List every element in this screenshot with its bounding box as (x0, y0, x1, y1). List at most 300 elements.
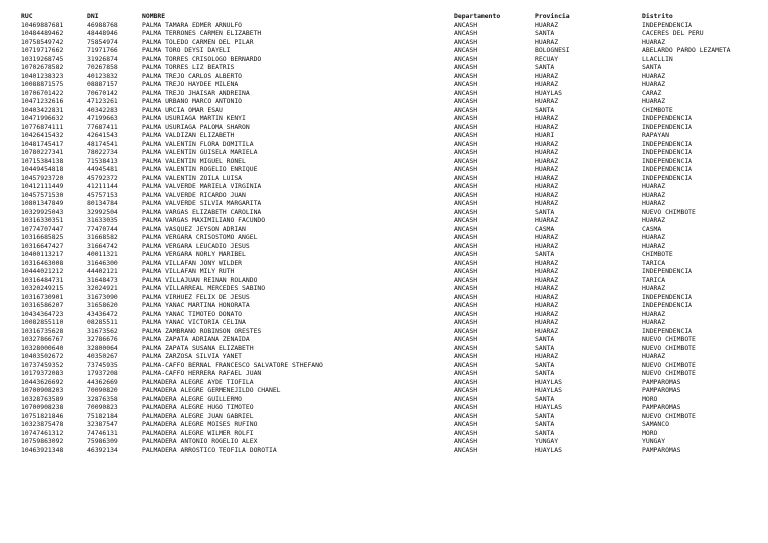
cell-departamento: ANCASH (454, 182, 478, 190)
cell-distrito: CACERES DEL PERU (642, 29, 704, 37)
table-row (0, 216, 768, 225)
cell-provincia: BOLOGNESI (535, 46, 570, 54)
cell-provincia: SANTA (535, 207, 555, 216)
table-row (0, 225, 768, 234)
cell-dni: 77687411 (87, 122, 118, 131)
cell-departamento: ANCASH (454, 411, 478, 420)
cell-dni: 17937208 (87, 369, 118, 377)
cell-departamento: ANCASH (454, 80, 478, 88)
cell-nombre: PALMA YANAC TIMOTEO DONATO (142, 309, 243, 318)
cell-provincia: HUAYLAS (535, 386, 562, 394)
table-row (0, 310, 768, 319)
cell-departamento: ANCASH (454, 309, 478, 318)
cell-ruc: 10481745417 (21, 139, 64, 148)
cell-departamento: ANCASH (454, 267, 478, 275)
cell-dni: 42641543 (87, 131, 118, 139)
cell-ruc: 10328000640 (21, 343, 64, 352)
cell-departamento: ANCASH (454, 114, 478, 122)
cell-provincia: SANTA (535, 420, 555, 428)
table-row (0, 352, 768, 361)
cell-distrito: YUNGAY (642, 437, 666, 445)
cell-distrito: PAMPAROMAS (642, 403, 681, 411)
cell-provincia: HUARAZ (535, 284, 559, 292)
header-provincia: Provincia (535, 12, 570, 20)
cell-distrito: CARAZ (642, 88, 662, 97)
cell-departamento: ANCASH (454, 207, 478, 216)
cell-provincia: HUARAZ (535, 165, 559, 173)
cell-dni: 80134784 (87, 199, 118, 207)
cell-distrito: SAMANCO (642, 420, 669, 428)
cell-provincia: HUARAZ (535, 114, 559, 122)
cell-provincia: HUARAZ (535, 80, 559, 88)
cell-provincia: CASMA (535, 224, 555, 233)
cell-dni: 32387547 (87, 420, 118, 428)
cell-ruc: 10316685825 (21, 233, 64, 241)
cell-ruc: 10715384138 (21, 156, 64, 165)
cell-provincia: HUARAZ (535, 199, 559, 207)
cell-distrito: HUARAZ (642, 352, 666, 360)
cell-dni: 31646300 (87, 258, 118, 267)
cell-nombre: PALMA TORO DEYSI DAYELI (142, 46, 231, 54)
cell-dni: 71971766 (87, 46, 118, 54)
table-row (0, 386, 768, 395)
cell-ruc: 10719717662 (21, 46, 64, 54)
cell-distrito: LLACLLIN (642, 54, 673, 63)
cell-nombre: PALMADERA ALEGRE WILMER ROLFI (142, 428, 254, 437)
cell-dni: 77470744 (87, 224, 118, 233)
cell-ruc: 10316484731 (21, 275, 64, 284)
cell-ruc: 10426415432 (21, 131, 64, 139)
cell-dni: 44402121 (87, 267, 118, 275)
cell-departamento: ANCASH (454, 156, 478, 165)
cell-ruc: 10434364723 (21, 309, 64, 318)
cell-ruc: 10329925043 (21, 207, 64, 216)
table-row (0, 123, 768, 132)
cell-dni: 40342283 (87, 105, 118, 114)
cell-departamento: ANCASH (454, 301, 478, 309)
cell-dni: 43436472 (87, 309, 118, 318)
cell-ruc: 10780227341 (21, 148, 64, 156)
table-row (0, 97, 768, 106)
table-body (0, 21, 768, 455)
cell-ruc: 10469887681 (21, 20, 64, 29)
cell-ruc: 10700908203 (21, 386, 64, 394)
table-row (0, 276, 768, 285)
cell-dni: 47123261 (87, 97, 118, 105)
cell-nombre: PALMA VALENTIN ROGELIO ENRIQUE (142, 165, 258, 173)
cell-dni: 32800064 (87, 343, 118, 352)
cell-provincia: SANTA (535, 343, 555, 352)
table-row (0, 361, 768, 370)
cell-provincia: SANTA (535, 335, 555, 343)
cell-departamento: ANCASH (454, 233, 478, 241)
table-row (0, 395, 768, 404)
cell-dni: 32992504 (87, 207, 118, 216)
cell-ruc: 10444021212 (21, 267, 64, 275)
cell-provincia: SANTA (535, 360, 555, 369)
cell-nombre: PALMA VALVERDE RICARDO JUAN (142, 190, 246, 199)
cell-departamento: ANCASH (454, 29, 478, 37)
cell-departamento: ANCASH (454, 352, 478, 360)
table-row (0, 106, 768, 115)
cell-departamento: ANCASH (454, 165, 478, 173)
cell-departamento: ANCASH (454, 216, 478, 224)
cell-nombre: PALMA VALENTIN MIGUEL RONEL (142, 156, 246, 165)
cell-distrito: HUARAZ (642, 190, 666, 199)
table-row (0, 318, 768, 327)
cell-dni: 31673562 (87, 326, 118, 335)
cell-provincia: HUARAZ (535, 233, 559, 241)
cell-dni: 32876358 (87, 394, 118, 403)
cell-nombre: PALMA TORRES LIZ BEATRIS (142, 63, 235, 71)
cell-nombre: PALMA VILLAJUAN REINAN ROLANDO (142, 275, 258, 284)
cell-nombre: PALMA VERGARA LEUCADIO JESUS (142, 241, 250, 250)
cell-distrito: INDEPENDENCIA (642, 173, 693, 182)
cell-distrito: HUARAZ (642, 284, 666, 292)
header-departamento: Departamento (454, 12, 501, 20)
table-row (0, 29, 768, 38)
cell-dni: 31648473 (87, 275, 118, 284)
table-row (0, 369, 768, 378)
cell-departamento: ANCASH (454, 326, 478, 335)
table-row (0, 46, 768, 55)
cell-dni: 48174541 (87, 139, 118, 148)
table-row (0, 267, 768, 276)
cell-ruc: 10737459352 (21, 360, 64, 369)
header-nombre: NOMBRE (142, 12, 166, 20)
table-row (0, 437, 768, 446)
table-row (0, 148, 768, 157)
cell-dni: 74746131 (87, 428, 118, 437)
cell-departamento: ANCASH (454, 105, 478, 114)
cell-nombre: PALMADERA ALEGRE GUILLERMO (142, 394, 243, 403)
cell-provincia: HUAYLAS (535, 445, 562, 454)
cell-departamento: ANCASH (454, 88, 478, 97)
cell-ruc: 10403422831 (21, 105, 64, 114)
header-ruc: RUC (21, 12, 33, 20)
cell-ruc: 10758549742 (21, 37, 64, 46)
cell-nombre: PALMA VILLARREAL MERCEDES SABINO (142, 284, 266, 292)
cell-provincia: HUARAZ (535, 301, 559, 309)
cell-dni: 31633035 (87, 216, 118, 224)
cell-ruc: 10403502672 (21, 352, 64, 360)
cell-provincia: RECUAY (535, 54, 559, 63)
cell-nombre: PALMADERA ANTONIO ROGELIO ALEX (142, 437, 258, 445)
cell-departamento: ANCASH (454, 148, 478, 156)
cell-nombre: PALMA VALENTIN FLORA DOMITILA (142, 139, 254, 148)
cell-ruc: 10443626692 (21, 377, 64, 386)
table-row (0, 165, 768, 174)
cell-distrito: INDEPENDENCIA (642, 114, 693, 122)
cell-distrito: HUARAZ (642, 199, 666, 207)
cell-distrito: INDEPENDENCIA (642, 301, 693, 309)
cell-ruc: 10327866767 (21, 335, 64, 343)
cell-departamento: ANCASH (454, 360, 478, 369)
cell-ruc: 10179372083 (21, 369, 64, 377)
cell-departamento: ANCASH (454, 292, 478, 301)
cell-provincia: HUARAZ (535, 267, 559, 275)
cell-nombre: PALMA URCIA OMAR ESAU (142, 105, 223, 114)
table-row (0, 242, 768, 251)
cell-departamento: ANCASH (454, 403, 478, 411)
cell-departamento: ANCASH (454, 420, 478, 428)
cell-nombre: PALMA VALVERDE SILVIA MARGARITA (142, 199, 262, 207)
cell-dni: 78022734 (87, 148, 118, 156)
table-row (0, 114, 768, 123)
table-row (0, 89, 768, 98)
cell-provincia: HUARAZ (535, 182, 559, 190)
cell-distrito: INDEPENDENCIA (642, 267, 693, 275)
cell-provincia: SANTA (535, 411, 555, 420)
cell-nombre: PALMA VALENTIN ZOILA LUISA (142, 173, 243, 182)
cell-nombre: PALMA ZAMBRANO ROBINSON ORESTES (142, 326, 262, 335)
table-row (0, 174, 768, 183)
cell-departamento: ANCASH (454, 445, 478, 454)
cell-distrito: HUARAZ (642, 241, 666, 250)
cell-ruc: 10323875478 (21, 420, 64, 428)
cell-departamento: ANCASH (454, 369, 478, 377)
cell-dni: 71538413 (87, 156, 118, 165)
cell-provincia: HUAYLAS (535, 377, 562, 386)
cell-nombre: PALMA VERGARA NORLY MARIBEL (142, 250, 246, 258)
cell-ruc: 10759863092 (21, 437, 64, 445)
cell-provincia: HUARAZ (535, 173, 559, 182)
cell-ruc: 10449454818 (21, 165, 64, 173)
cell-ruc: 10471232616 (21, 97, 64, 105)
table-row (0, 131, 768, 140)
table-row (0, 429, 768, 438)
cell-distrito: INDEPENDENCIA (642, 292, 693, 301)
cell-nombre: PALMA VIRHUEZ FELIX DE JESUS (142, 292, 250, 301)
table-row (0, 250, 768, 259)
cell-departamento: ANCASH (454, 250, 478, 258)
cell-provincia: HUARAZ (535, 148, 559, 156)
table-row (0, 21, 768, 30)
cell-provincia: SANTA (535, 250, 555, 258)
cell-nombre: PALMA ZARZOSA SILVIA YANET (142, 352, 243, 360)
cell-departamento: ANCASH (454, 37, 478, 46)
table-row (0, 63, 768, 72)
cell-provincia: YUNGAY (535, 437, 559, 445)
cell-distrito: NUEVO CHIMBOTE (642, 343, 696, 352)
cell-ruc: 10316730901 (21, 292, 64, 301)
cell-ruc: 10319268745 (21, 54, 64, 63)
cell-distrito: SANTA (642, 63, 662, 71)
table-row (0, 72, 768, 81)
cell-departamento: ANCASH (454, 63, 478, 71)
cell-nombre: PALMA ZAPATA ADRIANA ZENAIDA (142, 335, 250, 343)
cell-provincia: HUARAZ (535, 326, 559, 335)
cell-ruc: 10088871575 (21, 80, 64, 88)
cell-dni: 08285511 (87, 318, 118, 326)
cell-dni: 31658620 (87, 301, 118, 309)
cell-distrito: HUARAZ (642, 318, 666, 326)
cell-dni: 46988768 (87, 20, 118, 29)
cell-distrito: HUARAZ (642, 182, 666, 190)
cell-dni: 31673090 (87, 292, 118, 301)
cell-nombre: PALMA TORRES CRISOLOGO BERNARDO (142, 54, 262, 63)
cell-ruc: 10328763589 (21, 394, 64, 403)
table-row (0, 259, 768, 268)
cell-dni: 70670142 (87, 88, 118, 97)
cell-nombre: PALMADERA ALEGRE AYDE TIOFILA (142, 377, 254, 386)
cell-distrito: PAMPAROMAS (642, 386, 681, 394)
cell-ruc: 10457923720 (21, 173, 64, 182)
cell-provincia: HUARAZ (535, 352, 559, 360)
cell-departamento: ANCASH (454, 284, 478, 292)
table-row (0, 38, 768, 47)
cell-nombre: PALMA URBANO MARCO ANTONIO (142, 97, 243, 105)
header-distrito: Distrito (642, 12, 673, 20)
cell-nombre: PALMADERA ALEGRE GERMENEJILDO CHANEL (142, 386, 281, 394)
cell-dni: 08887157 (87, 80, 118, 88)
cell-provincia: HUARAZ (535, 216, 559, 224)
cell-dni: 75854974 (87, 37, 118, 46)
table-row (0, 55, 768, 64)
cell-distrito: HUARAZ (642, 309, 666, 318)
cell-provincia: HUARAZ (535, 258, 559, 267)
cell-nombre: PALMA USURIAGA MARTIN KENYI (142, 114, 246, 122)
cell-ruc: 10706701422 (21, 88, 64, 97)
cell-ruc: 10747461312 (21, 428, 64, 437)
cell-distrito: HUARAZ (642, 233, 666, 241)
cell-nombre: PALMA YANAC MARTINA HONORATA (142, 301, 250, 309)
cell-departamento: ANCASH (454, 241, 478, 250)
cell-ruc: 10751821846 (21, 411, 64, 420)
cell-departamento: ANCASH (454, 428, 478, 437)
table-row (0, 199, 768, 208)
table-row (0, 182, 768, 191)
cell-dni: 44362669 (87, 377, 118, 386)
cell-ruc: 10320249215 (21, 284, 64, 292)
cell-nombre: PALMADERA ALEGRE JUAN GABRIEL (142, 411, 254, 420)
cell-provincia: SANTA (535, 63, 555, 71)
cell-ruc: 10316647427 (21, 241, 64, 250)
cell-departamento: ANCASH (454, 224, 478, 233)
cell-dni: 31926874 (87, 54, 118, 63)
cell-nombre: PALMA TOLEDO CARMEN DEL PILAR (142, 37, 254, 46)
cell-departamento: ANCASH (454, 20, 478, 29)
cell-provincia: SANTA (535, 105, 555, 114)
cell-dni: 32024921 (87, 284, 118, 292)
cell-provincia: HUAYLAS (535, 403, 562, 411)
cell-departamento: ANCASH (454, 394, 478, 403)
cell-dni: 73745935 (87, 360, 118, 369)
cell-distrito: INDEPENDENCIA (642, 165, 693, 173)
cell-distrito: HUARAZ (642, 216, 666, 224)
cell-provincia: HUARAZ (535, 71, 559, 80)
cell-dni: 45792372 (87, 173, 118, 182)
cell-ruc: 10316735628 (21, 326, 64, 335)
cell-dni: 31664742 (87, 241, 118, 250)
cell-ruc: 10412111449 (21, 182, 64, 190)
cell-dni: 70090823 (87, 403, 118, 411)
cell-distrito: HUARAZ (642, 71, 666, 80)
cell-distrito: MORO (642, 394, 658, 403)
cell-nombre: PALMA TERRONES CARMEN ELIZABETH (142, 29, 262, 37)
cell-departamento: ANCASH (454, 131, 478, 139)
cell-distrito: NUEVO CHIMBOTE (642, 335, 696, 343)
cell-departamento: ANCASH (454, 437, 478, 445)
cell-provincia: SANTA (535, 369, 555, 377)
cell-dni: 75986309 (87, 437, 118, 445)
cell-distrito: NUEVO CHIMBOTE (642, 207, 696, 216)
cell-dni: 48448946 (87, 29, 118, 37)
cell-dni: 40123832 (87, 71, 118, 80)
cell-distrito: PAMPAROMAS (642, 445, 681, 454)
table-row (0, 420, 768, 429)
cell-departamento: ANCASH (454, 275, 478, 284)
table-row (0, 157, 768, 166)
cell-distrito: INDEPENDENCIA (642, 122, 693, 131)
table-row (0, 446, 768, 455)
cell-departamento: ANCASH (454, 199, 478, 207)
cell-distrito: INDEPENDENCIA (642, 20, 693, 29)
cell-nombre: PALMADERA ARROSTICO TEOFILA DOROTIA (142, 445, 277, 454)
cell-departamento: ANCASH (454, 190, 478, 199)
cell-provincia: HUARAZ (535, 139, 559, 148)
table-row (0, 378, 768, 387)
cell-departamento: ANCASH (454, 54, 478, 63)
cell-provincia: HUAYLAS (535, 88, 562, 97)
cell-nombre: PALMA TREJO JHAISAR ANDREINA (142, 88, 250, 97)
cell-dni: 32786676 (87, 335, 118, 343)
cell-nombre: PALMA VALDIZAN ELIZABETH (142, 131, 235, 139)
cell-departamento: ANCASH (454, 97, 478, 105)
cell-dni: 45757153 (87, 190, 118, 199)
cell-nombre: PALMA YANAC VICTORIA CELINA (142, 318, 246, 326)
cell-nombre: PALMA-CAFFO HERRERA RAFAEL JUAN (142, 369, 262, 377)
cell-distrito: HUARAZ (642, 80, 666, 88)
cell-nombre: PALMA VASQUEZ JEYSON ADRIAN (142, 224, 246, 233)
cell-distrito: PAMPAROMAS (642, 377, 681, 386)
cell-distrito: HUARAZ (642, 97, 666, 105)
table-row (0, 403, 768, 412)
cell-distrito: INDEPENDENCIA (642, 148, 693, 156)
cell-nombre: PALMA USURIAGA PALOMA SHARON (142, 122, 250, 131)
cell-nombre: PALMA TREJO HAYDEE MILENA (142, 80, 239, 88)
table-row (0, 293, 768, 302)
table-row (0, 412, 768, 421)
cell-distrito: MORO (642, 428, 658, 437)
cell-provincia: SANTA (535, 394, 555, 403)
cell-nombre: PALMA VALENTIN GUISELA MARIELA (142, 148, 258, 156)
table-row (0, 335, 768, 344)
cell-departamento: ANCASH (454, 386, 478, 394)
cell-provincia: HUARAZ (535, 122, 559, 131)
cell-ruc: 10316463008 (21, 258, 64, 267)
cell-distrito: NUEVO CHIMBOTE (642, 411, 696, 420)
cell-provincia: HUARAZ (535, 309, 559, 318)
cell-nombre: PALMA VILLAFAN JONY WILDER (142, 258, 243, 267)
cell-provincia: HUARAZ (535, 156, 559, 165)
cell-provincia: HUARAZ (535, 37, 559, 46)
header-dni: DNI (87, 12, 99, 20)
table-row (0, 140, 768, 149)
cell-dni: 75182184 (87, 411, 118, 420)
cell-provincia: HUARI (535, 131, 555, 139)
cell-distrito: INDEPENDENCIA (642, 156, 693, 165)
cell-departamento: ANCASH (454, 318, 478, 326)
cell-provincia: HUARAZ (535, 318, 559, 326)
cell-ruc: 10400113217 (21, 250, 64, 258)
cell-distrito: INDEPENDENCIA (642, 326, 693, 335)
cell-distrito: HUARAZ (642, 37, 666, 46)
cell-nombre: PALMA VILLAFAN MILY RUTH (142, 267, 235, 275)
cell-ruc: 10457571530 (21, 190, 64, 199)
cell-distrito: NUEVO CHIMBOTE (642, 360, 696, 369)
cell-distrito: TARICA (642, 258, 666, 267)
